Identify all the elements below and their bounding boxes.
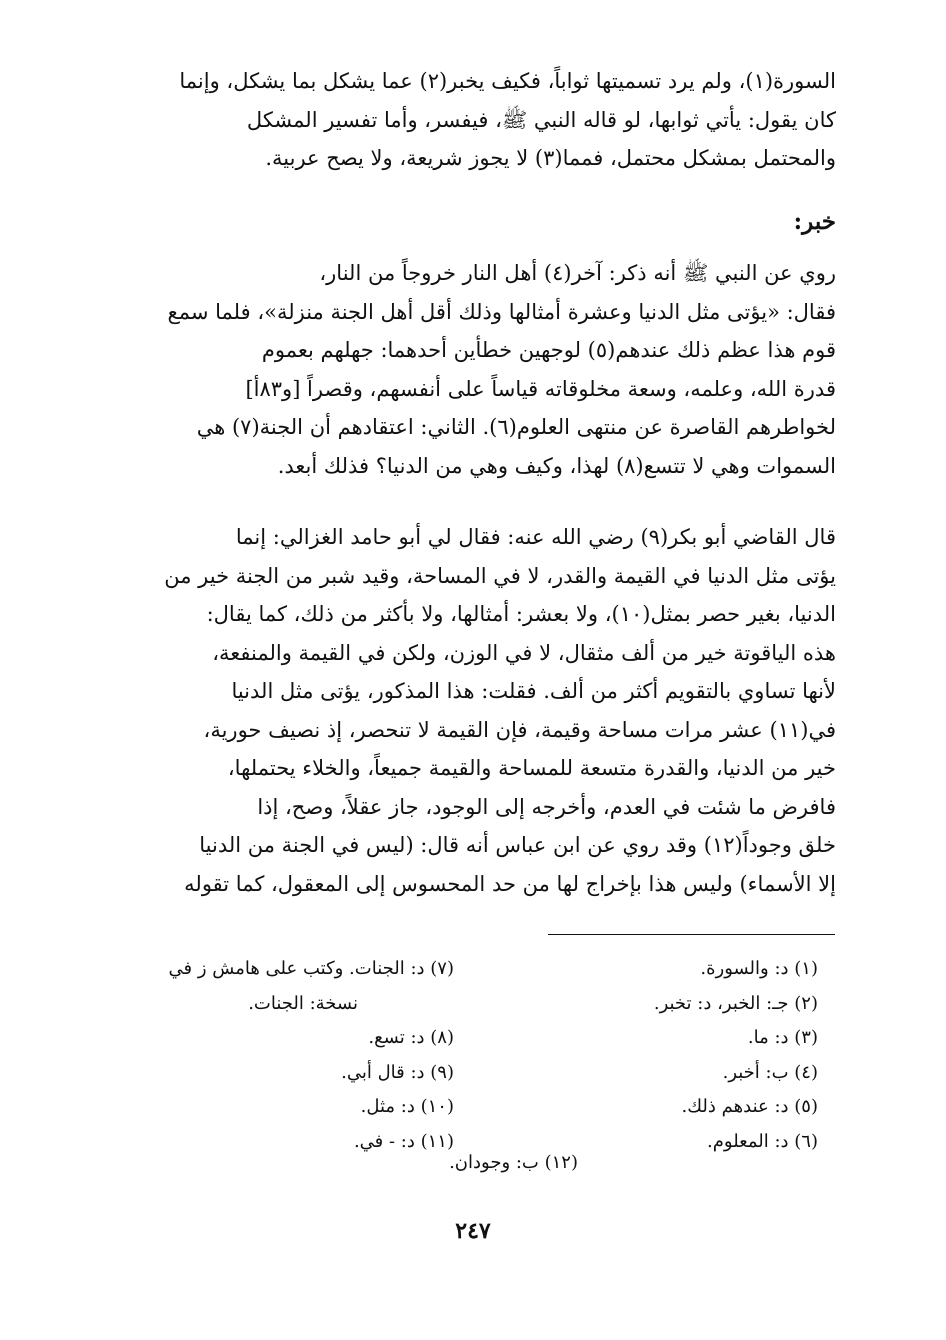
- text-line: إلا الأسماء) وليس هذا بإخراج لها من حد المحسوس إلى المعقول، كما تقوله: [184, 871, 836, 896]
- footnote: (١١) د: - في.: [353, 1130, 454, 1152]
- paragraph-3: [110, 518, 836, 903]
- footnote: (١٢) ب: وجودان.: [449, 1152, 578, 1173]
- text-line: في(١١) عشر مرات مساحة وقيمة، فإن القيمة لا تنحصر، إذ نصيف حورية،: [203, 717, 836, 742]
- footnote: (٦) د: المعلوم.: [707, 1130, 818, 1152]
- text-line: فقال: «يؤتى مثل الدنيا وعشرة أمثالها وذلك أقل أهل الجنة منزلة»، فلما سمع: [167, 299, 836, 324]
- footnote: (٥) د: عندهم ذلك.: [681, 1096, 818, 1117]
- text-line: السورة(١)، ولم يرد تسميتها ثواباً، فكيف يخبر(٢) عما يشكل بما يشكل، وإنما: [179, 69, 836, 93]
- footnote: (٣) د: ما.: [747, 1027, 818, 1048]
- paragraph-1: [110, 62, 836, 178]
- text-line: هذه الياقوتة خير من ألف مثقال، لا في الوزن، ولكن في القيمة والمنفعة،: [212, 640, 836, 665]
- footnote: (٤) ب: أخبر.: [722, 1061, 818, 1083]
- text-line: فافرض ما شئت في العدم، وأخرجه إلى الوجود، جاز عقلاً، وصح، إذا: [257, 794, 836, 819]
- footnote: (١٠) د: مثل.: [360, 1096, 454, 1117]
- footnote-divider: [548, 934, 835, 935]
- text-line: خلق وجوداً(١٢) وقد روي عن ابن عباس أنه قال: (ليس في الجنة من الدنيا: [199, 833, 836, 857]
- footnote: (٩) د: قال أبي.: [341, 1061, 454, 1083]
- footnotes-left-column: [94, 952, 454, 1159]
- text-line: قال القاضي أبو بكر(٩) رضي الله عنه: فقال لي أبو حامد الغزالي: إنما: [235, 525, 836, 549]
- text-line: قدرة الله، وعلمه، وسعة مخلوقاته قياساً على أنفسهم، وقصراً [و٨٣أ]: [245, 376, 836, 401]
- text-line: السموات وهي لا تتسع(٨) لهذا، وكيف وهي من الدنيا؟ فذلك أبعد.: [277, 453, 836, 478]
- text-line: يؤتى مثل الدنيا في القيمة والقدر، لا في المساحة، وقيد شبر من الجنة خير من: [164, 563, 836, 588]
- footnote: (٨) د: تسع.: [368, 1027, 454, 1048]
- footnote: (٧) د: الجنات. وكتب على هامش ز في: [168, 958, 454, 979]
- footnote: نسخة: الجنات.: [248, 992, 358, 1014]
- text-line: لخواطرهم القاصرة عن منتهى العلوم(٦). الثاني: اعتقادهم أن الجنة(٧) هي: [196, 415, 836, 439]
- text-line: والمحتمل بمشكل محتمل، فمما(٣) لا يجوز شريعة، ولا يصح عربية.: [265, 146, 836, 170]
- footnote: (٢) جـ: الخبر، د: تخبر.: [653, 992, 818, 1014]
- page-number: ٢٤٧: [455, 1218, 491, 1244]
- text-line: كان يقول: يأتي ثوابها، لو قاله النبي ﷺ، فيفسر، وأما تفسير المشكل: [246, 107, 836, 132]
- footnotes-right-column: [578, 952, 818, 1159]
- section-heading: خبر:: [793, 208, 836, 235]
- text-line: روي عن النبي ﷺ أنه ذكر: آخر(٤) أهل النار خروجاً من النار،: [319, 261, 836, 285]
- text-line: لأنها تساوي بالتقويم أكثر من ألف. فقلت: هذا المذكور، يؤتى مثل الدنيا: [231, 679, 836, 703]
- footnote: (١) د: والسورة.: [700, 958, 818, 979]
- paragraph-2: [110, 254, 836, 485]
- text-line: خير من الدنيا، والقدرة متسعة للمساحة والقيمة جميعاً، والخلاء يحتملها،: [227, 756, 836, 780]
- text-line: قوم هذا عظم ذلك عندهم(٥) لوجهين خطأين أحدهما: جهلهم بعموم: [261, 338, 836, 362]
- text-line: الدنيا، بغير حصر بمثل(١٠)، ولا بعشر: أمثالها، ولا بأكثر من ذلك، كما يقال:: [206, 602, 836, 626]
